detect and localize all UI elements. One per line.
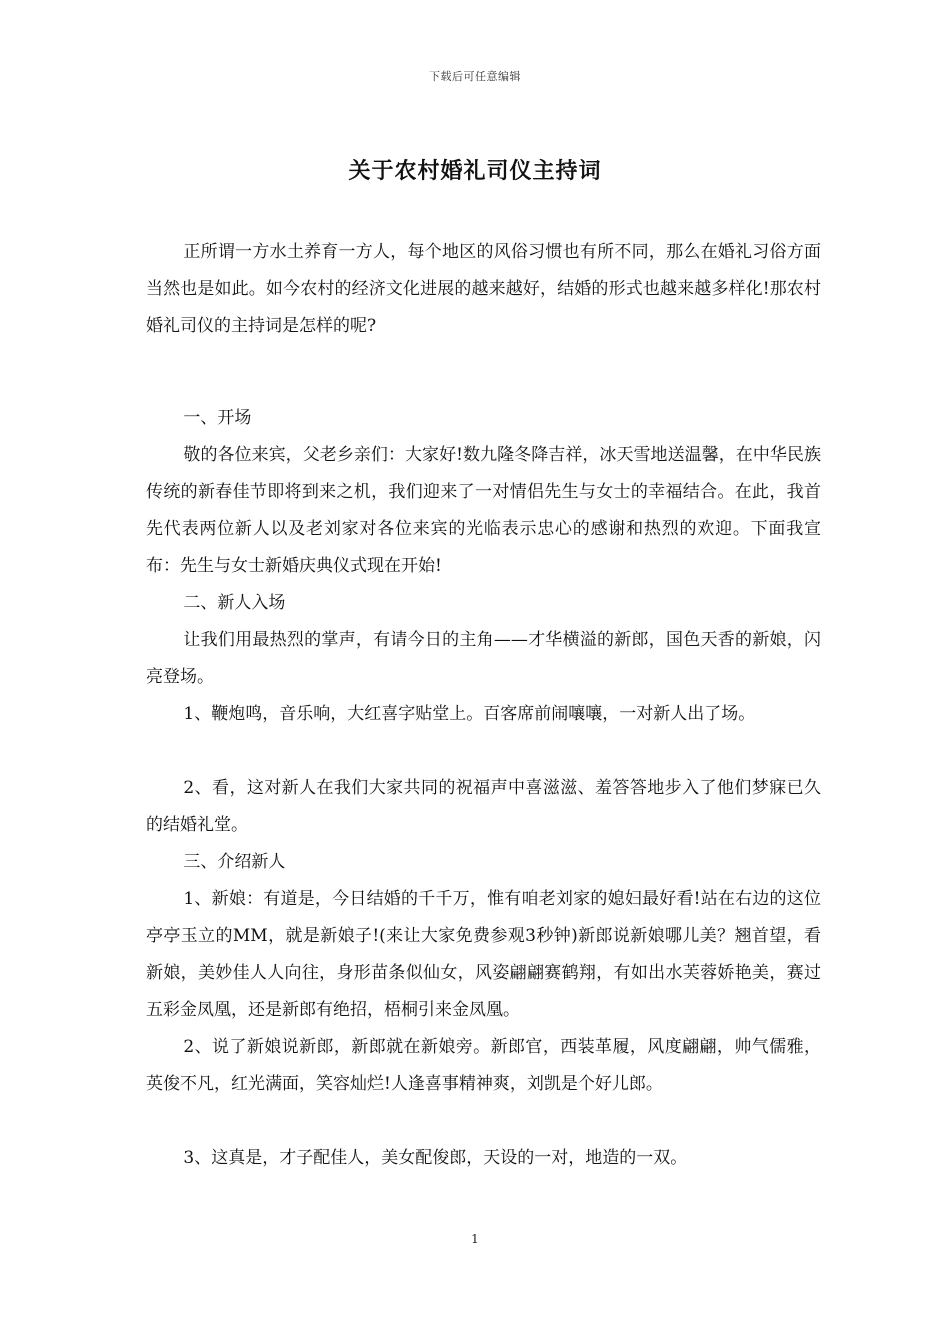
spacer [146,345,821,382]
section-heading-introduction: 三、介绍新人 [183,852,286,872]
introduction-item-2: 2、说了新娘说新郎，新郎就在新娘旁。新郎官，西装革履，风度翩翩，帅气儒雅，英俊不凡，红光满面，笑容灿烂!人逢喜事精神爽，刘凯是个好儿郎。 [146,1037,821,1094]
spacer [146,1103,821,1140]
page-header: 下载后可任意编辑 [429,70,521,83]
intro-paragraph: 正所谓一方水土养育一方人，每个地区的风俗习惯也有所不同，那么在婚礼习俗方面当然也是如此。如今农村的经济文化进展的越来越好，结婚的形式也越来越多样化!那农村婚礼司仪的主持词是怎样的呢? [146,242,821,336]
section-heading-opening: 一、开场 [183,408,252,428]
introduction-item-3: 3、这真是，才子配佳人，美女配俊郎，天设的一对，地造的一双。 [183,1148,688,1168]
entrance-item-2: 2、看，这对新人在我们大家共同的祝福声中喜滋滋、羞答答地步入了他们梦寐已久的结婚礼堂。 [146,778,821,835]
opening-paragraph: 敬的各位来宾，父老乡亲们：大家好!数九隆冬降吉祥，冰天雪地送温馨，在中华民族传统的新春佳节即将到来之机，我们迎来了一对情侣先生与女士的幸福结合。在此，我首先代表两位新人以及老刘家对各位来宾的光临表示忠心的感谢和热烈的欢迎。下面我宣布：先生与女士新婚庆典仪式现在开始! [146,445,821,576]
page-number: 1 [471,1232,479,1246]
section-heading-entrance: 二、新人入场 [183,593,286,613]
introduction-item-1: 1、新娘：有道是，今日结婚的千千万，惟有咱老刘家的媳妇最好看!站在右边的这位亭亭玉立的MM，就是新娘子!(来让大家免费参观3秒钟)新郎说新娘哪儿美？翘首望，看新娘，美妙佳人人向往，身形苗条似仙女，风姿翩翩赛鹤翔，有如出水芙蓉娇艳美，赛过五彩金凤凰，还是新郎有绝招，梧桐引来金凤凰。 [146,889,821,1020]
spacer [146,733,821,770]
entrance-item-1: 1、鞭炮鸣，音乐响，大红喜字贴堂上。百客席前闹嚷嚷，一对新人出了场。 [183,704,756,724]
document-title: 关于农村婚礼司仪主持词 [348,158,602,184]
spacer [146,382,821,400]
entrance-paragraph: 让我们用最热烈的掌声，有请今日的主角——才华横溢的新郎，国色天香的新娘，闪亮登场。 [146,630,821,687]
document-body [146,234,821,1177]
